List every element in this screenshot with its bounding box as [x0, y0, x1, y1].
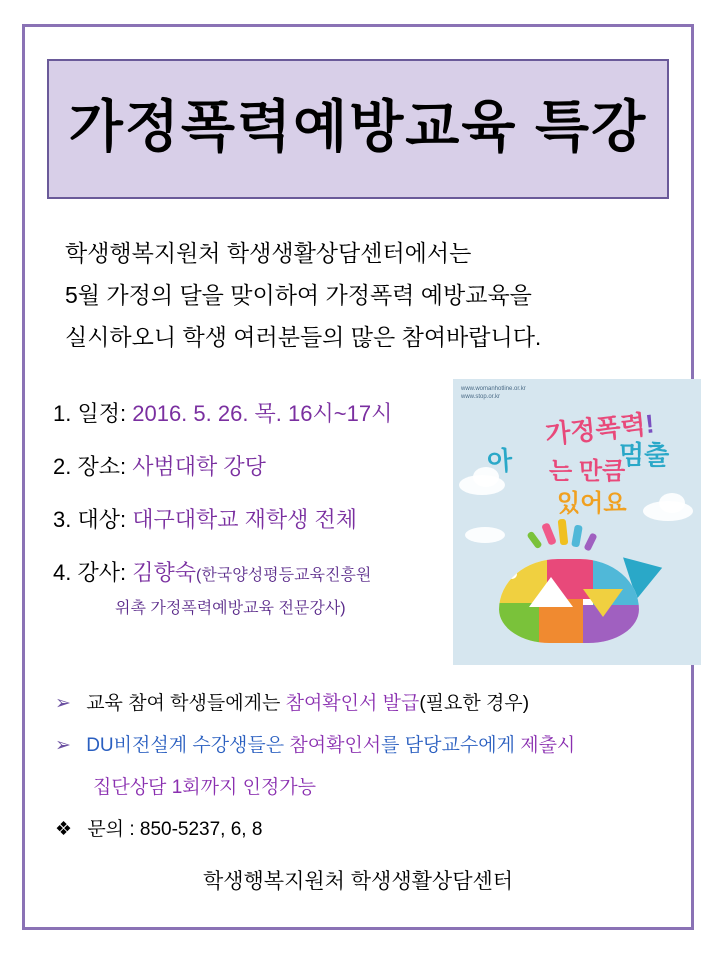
detail-row [53, 556, 453, 587]
poster-document [22, 24, 694, 930]
image-url-text: www.womanhotline.or.kr www.stop.or.kr [461, 386, 526, 400]
image-headline-2: 아 [486, 445, 514, 477]
contact-text: 문의 : 850-5237, 6, 8 [87, 819, 263, 840]
detail-label: 강사: [77, 560, 127, 585]
intro-line-2: 5월 가정의 달을 맞이하여 가정폭력 예방교육을 [65, 282, 532, 308]
diamond-bullet-icon: ❖ [55, 819, 73, 840]
detail-number: 3. [53, 507, 72, 532]
spout-shape [558, 519, 569, 546]
footer-organization: 학생행복지원처 학생생활상담센터 [202, 870, 514, 893]
whale-body-shape [499, 559, 639, 643]
image-headline-4: 멈출 [619, 440, 670, 470]
spout-shape [571, 524, 583, 547]
detail-number: 2. [53, 454, 72, 479]
note-text: DU비전설계 수강생들은 [86, 735, 290, 756]
detail-row [53, 397, 453, 428]
note-text-highlight-2: 제출시 [520, 735, 576, 756]
spout-shape [526, 531, 542, 550]
detail-value: 2016. 5. 26. 목. 16시~17시 [132, 401, 393, 426]
image-headline-3: 는 만큼 [549, 458, 626, 485]
detail-label: 일정: [77, 401, 127, 426]
note-text-suffix: (필요한 경우) [419, 693, 530, 714]
intro-paragraph [65, 232, 665, 358]
lecturer-note-2: 위촉 가정폭력예방교육 전문강사) [115, 600, 346, 617]
intro-line-3: 실시하오니 학생 여러분들의 많은 참여바랍니다. [65, 324, 542, 350]
details-list [53, 397, 453, 640]
intro-line-1: 학생행복지원처 학생생활상담센터에서는 [65, 240, 472, 266]
spout-shape [541, 522, 557, 545]
campaign-poster-image [453, 379, 701, 665]
arrow-bullet-icon: ➢ [55, 693, 71, 714]
note-text: 교육 참여 학생들에게는 [86, 693, 286, 714]
arrow-bullet-icon: ➢ [55, 735, 71, 756]
note-sub-text: 집단상담 1회까지 인정가능 [93, 777, 317, 798]
note-text-mid: 를 담당교수에게 [381, 735, 521, 756]
note-item [55, 687, 675, 721]
detail-value: 김향숙 [132, 560, 196, 585]
detail-value: 대구대학교 재학생 전체 [132, 507, 357, 532]
note-item [55, 729, 675, 763]
detail-number: 1. [53, 401, 72, 426]
detail-value: 사범대학 강당 [132, 454, 266, 479]
lecturer-note: (한국양성평등교육진흥원 [196, 567, 372, 584]
image-headline-1: 가정폭력! [543, 408, 656, 450]
image-headline-5: 있어요 [557, 490, 627, 517]
spout-shape [583, 532, 597, 551]
title-banner [47, 59, 669, 199]
detail-number: 4. [53, 560, 72, 585]
page-title: 가정폭력예방교육 특강 [68, 95, 648, 158]
note-item [55, 813, 675, 847]
detail-row [53, 503, 453, 534]
cloud-shape [659, 493, 685, 513]
detail-label: 장소: [77, 454, 127, 479]
notes-list [55, 687, 675, 855]
cloud-shape [465, 527, 505, 543]
detail-label: 대상: [77, 507, 127, 532]
note-text-highlight: 참여확인서 발급 [285, 693, 420, 714]
note-text-highlight: 참여확인서 [289, 735, 382, 756]
detail-row [53, 450, 453, 481]
